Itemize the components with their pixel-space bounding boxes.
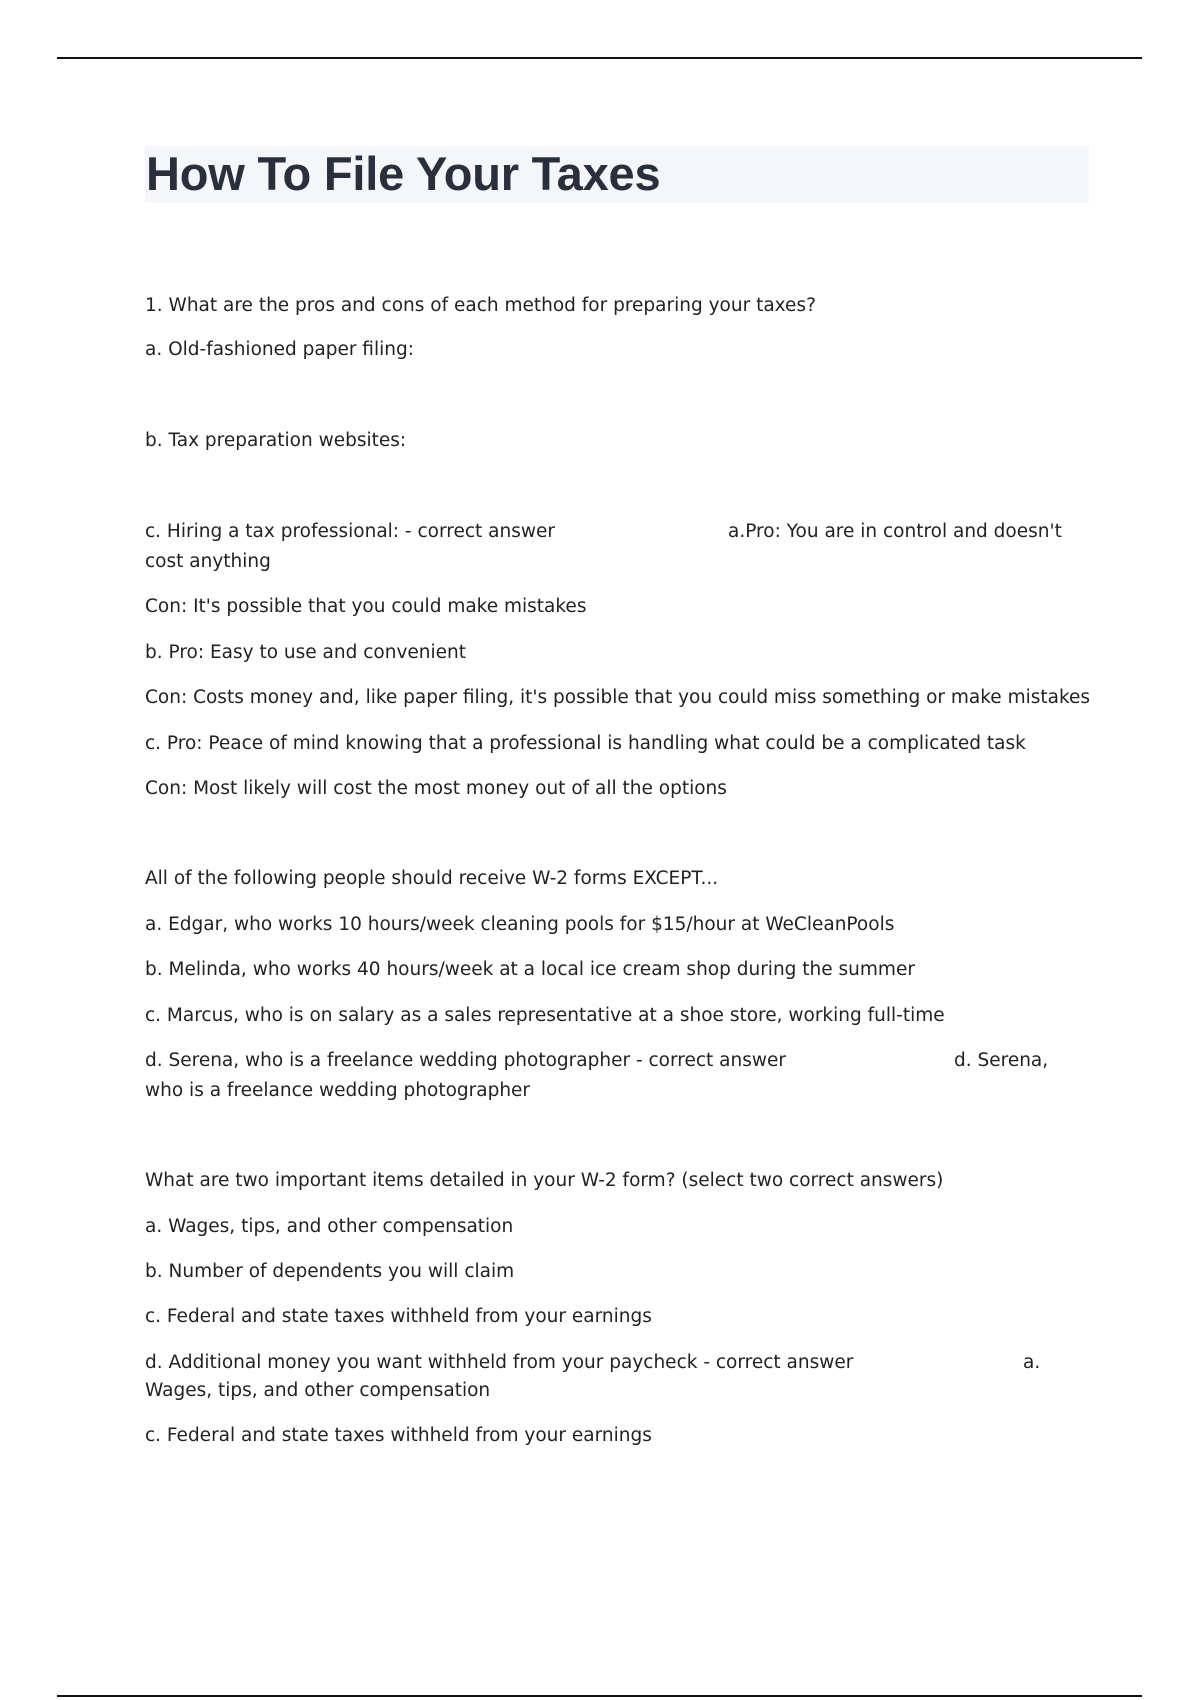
q2-option-b: b. Melinda, who works 40 hours/week at a local ice cream shop during the summer bbox=[145, 959, 915, 980]
q2-question: All of the following people should receive W-2 forms EXCEPT... bbox=[145, 868, 719, 889]
q2-answer-continued: who is a freelance wedding photographer bbox=[145, 1080, 531, 1101]
q3-question: What are two important items detailed in your W-2 form? (select two correct answers) bbox=[145, 1170, 944, 1191]
q3-option-b: b. Number of dependents you will claim bbox=[145, 1261, 515, 1282]
q2-answer-start: d. Serena, bbox=[954, 1050, 1049, 1071]
q1-option-c: c. Hiring a tax professional: - correct answer bbox=[145, 521, 555, 542]
q1-question: 1. What are the pros and cons of each method for preparing your taxes? bbox=[145, 295, 816, 316]
q1-option-b: b. Tax preparation websites: bbox=[145, 430, 407, 451]
q2-option-a: a. Edgar, who works 10 hours/week cleaning pools for $15/hour at WeCleanPools bbox=[145, 914, 895, 935]
page-title: How To File Your Taxes bbox=[146, 147, 661, 200]
q2-option-c: c. Marcus, who is on salary as a sales representative at a shoe store, working full-time bbox=[145, 1005, 945, 1026]
q1-answer-line: c. Pro: Peace of mind knowing that a professional is handling what could be a complicated task bbox=[145, 733, 1026, 754]
q3-answer-second: c. Federal and state taxes withheld from your earnings bbox=[145, 1425, 652, 1446]
q1-answer-line: Con: It's possible that you could make mistakes bbox=[145, 596, 587, 617]
q1-answer-start: a.Pro: You are in control and doesn't bbox=[728, 521, 1062, 542]
q2-option-d: d. Serena, who is a freelance wedding photographer - correct answer bbox=[145, 1050, 786, 1071]
q1-answer-line: Con: Most likely will cost the most money out of all the options bbox=[145, 778, 727, 799]
q3-option-a: a. Wages, tips, and other compensation bbox=[145, 1216, 514, 1237]
q1-option-a: a. Old-fashioned paper filing: bbox=[145, 339, 414, 360]
q3-option-c: c. Federal and state taxes withheld from your earnings bbox=[145, 1306, 652, 1327]
q1-answer-line: b. Pro: Easy to use and convenient bbox=[145, 642, 466, 663]
q3-answer-start: a. bbox=[1023, 1352, 1041, 1373]
q3-option-d: d. Additional money you want withheld from your paycheck - correct answer bbox=[145, 1352, 854, 1373]
q1-answer-continued: cost anything bbox=[145, 551, 271, 572]
q3-answer-continued: Wages, tips, and other compensation bbox=[145, 1380, 491, 1401]
bottom-rule bbox=[57, 1695, 1142, 1697]
q1-answer-line: Con: Costs money and, like paper filing, it's possible that you could miss something or make mistakes bbox=[145, 687, 1091, 708]
